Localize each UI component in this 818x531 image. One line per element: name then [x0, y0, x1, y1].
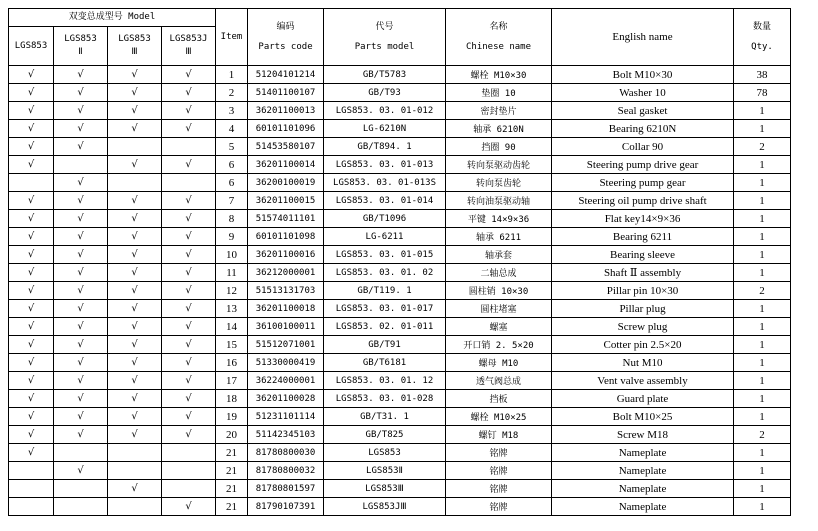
check-cell-lgs853-iii: √	[108, 66, 162, 84]
check-cell-lgs853j-iii: √	[162, 498, 216, 516]
parts-model-cell: LGS853. 03. 01-015	[324, 246, 446, 264]
parts-model-cell: LG-6210N	[324, 120, 446, 138]
item-cell: 15	[216, 336, 248, 354]
check-cell-lgs853j-iii	[162, 480, 216, 498]
check-cell-lgs853-ii: √	[54, 84, 108, 102]
table-row	[9, 300, 791, 318]
parts-code-cell: 51401100107	[248, 84, 324, 102]
chinese-name-cell: 转向泵齿轮	[446, 174, 552, 192]
parts-code-cell: 36201100028	[248, 390, 324, 408]
qty-cell: 2	[734, 138, 791, 156]
qty-cell: 1	[734, 210, 791, 228]
check-cell-lgs853j-iii: √	[162, 66, 216, 84]
chinese-name-cell: 挡圈 90	[446, 138, 552, 156]
item-cell: 21	[216, 498, 248, 516]
qty-cell: 1	[734, 174, 791, 192]
english-name-cell: Bearing 6210N	[552, 120, 734, 138]
table-row	[9, 138, 791, 156]
check-cell-lgs853-iii: √	[108, 372, 162, 390]
check-cell-lgs853-iii	[108, 498, 162, 516]
check-cell-lgs853-ii: √	[54, 138, 108, 156]
check-cell-lgs853j-iii: √	[162, 354, 216, 372]
chinese-name-cell: 开口销 2. 5×20	[446, 336, 552, 354]
qty-cell: 1	[734, 102, 791, 120]
check-cell-lgs853: √	[9, 408, 54, 426]
check-cell-lgs853-iii: √	[108, 156, 162, 174]
chinese-name-cell: 透气阀总成	[446, 372, 552, 390]
parts-code-cell: 36212000001	[248, 264, 324, 282]
check-cell-lgs853-iii: √	[108, 408, 162, 426]
model-header-lgs853-ii: LGS853 Ⅱ	[54, 27, 108, 66]
parts-code-cell: 51231101114	[248, 408, 324, 426]
chinese-name-cell: 转向油泵驱动轴	[446, 192, 552, 210]
check-cell-lgs853: √	[9, 228, 54, 246]
item-cell: 8	[216, 210, 248, 228]
item-cell: 21	[216, 462, 248, 480]
chinese-name-header: 名称 Chinese name	[446, 9, 552, 66]
chinese-name-cell: 垫圈 10	[446, 84, 552, 102]
check-cell-lgs853j-iii: √	[162, 210, 216, 228]
check-cell-lgs853j-iii: √	[162, 282, 216, 300]
item-cell: 21	[216, 480, 248, 498]
check-cell-lgs853-iii	[108, 138, 162, 156]
qty-cell: 1	[734, 354, 791, 372]
qty-cell: 1	[734, 462, 791, 480]
qty-cell: 1	[734, 228, 791, 246]
item-cell: 11	[216, 264, 248, 282]
table-row	[9, 336, 791, 354]
check-cell-lgs853-ii	[54, 480, 108, 498]
parts-code-cell: 81780800030	[248, 444, 324, 462]
item-cell: 1	[216, 66, 248, 84]
item-cell: 7	[216, 192, 248, 210]
check-cell-lgs853j-iii: √	[162, 192, 216, 210]
english-name-cell: Steering pump gear	[552, 174, 734, 192]
table-row	[9, 120, 791, 138]
qty-cell: 1	[734, 498, 791, 516]
check-cell-lgs853: √	[9, 210, 54, 228]
table-row	[9, 192, 791, 210]
check-cell-lgs853-iii	[108, 462, 162, 480]
english-name-cell: Pillar plug	[552, 300, 734, 318]
check-cell-lgs853-iii	[108, 444, 162, 462]
check-cell-lgs853-ii: √	[54, 66, 108, 84]
english-name-cell: Nameplate	[552, 462, 734, 480]
table-row	[9, 264, 791, 282]
check-cell-lgs853: √	[9, 66, 54, 84]
english-name-cell: Screw M18	[552, 426, 734, 444]
check-cell-lgs853-ii: √	[54, 120, 108, 138]
check-cell-lgs853-ii: √	[54, 372, 108, 390]
check-cell-lgs853-iii: √	[108, 228, 162, 246]
check-cell-lgs853-iii: √	[108, 300, 162, 318]
parts-code-cell: 36201100013	[248, 102, 324, 120]
parts-model-cell: GB/T825	[324, 426, 446, 444]
parts-code-cell: 36201100016	[248, 246, 324, 264]
english-name-cell: Bearing sleeve	[552, 246, 734, 264]
check-cell-lgs853: √	[9, 120, 54, 138]
check-cell-lgs853j-iii	[162, 462, 216, 480]
parts-code-cell: 60101101096	[248, 120, 324, 138]
english-name-cell: Guard plate	[552, 390, 734, 408]
chinese-name-cell: 平键 14×9×36	[446, 210, 552, 228]
english-name-cell: Nameplate	[552, 480, 734, 498]
check-cell-lgs853-ii: √	[54, 192, 108, 210]
check-cell-lgs853-ii	[54, 444, 108, 462]
check-cell-lgs853-ii: √	[54, 228, 108, 246]
parts-model-cell: LGS853. 03. 01-012	[324, 102, 446, 120]
chinese-name-cell: 铭牌	[446, 444, 552, 462]
check-cell-lgs853-ii	[54, 156, 108, 174]
check-cell-lgs853: √	[9, 426, 54, 444]
chinese-name-cell: 螺栓 M10×25	[446, 408, 552, 426]
chinese-name-cell: 二轴总成	[446, 264, 552, 282]
parts-code-cell: 51574011101	[248, 210, 324, 228]
check-cell-lgs853: √	[9, 264, 54, 282]
table-row	[9, 228, 791, 246]
parts-code-cell: 36200100019	[248, 174, 324, 192]
check-cell-lgs853-ii: √	[54, 336, 108, 354]
check-cell-lgs853: √	[9, 300, 54, 318]
parts-model-cell: GB/T31. 1	[324, 408, 446, 426]
item-cell: 6	[216, 174, 248, 192]
parts-code-cell: 81780800032	[248, 462, 324, 480]
english-name-header: English name	[552, 9, 734, 66]
qty-header: 数量 Qty.	[734, 9, 791, 66]
check-cell-lgs853j-iii: √	[162, 228, 216, 246]
table-row	[9, 66, 791, 84]
check-cell-lgs853-iii: √	[108, 210, 162, 228]
parts-model-cell: LGS853JⅢ	[324, 498, 446, 516]
english-name-cell: Nameplate	[552, 444, 734, 462]
check-cell-lgs853j-iii: √	[162, 372, 216, 390]
qty-cell: 1	[734, 192, 791, 210]
check-cell-lgs853j-iii: √	[162, 336, 216, 354]
check-cell-lgs853-ii: √	[54, 282, 108, 300]
qty-cell: 1	[734, 408, 791, 426]
check-cell-lgs853j-iii: √	[162, 102, 216, 120]
item-cell: 18	[216, 390, 248, 408]
check-cell-lgs853-ii: √	[54, 426, 108, 444]
item-cell: 10	[216, 246, 248, 264]
check-cell-lgs853j-iii: √	[162, 300, 216, 318]
qty-cell: 1	[734, 246, 791, 264]
table-row	[9, 102, 791, 120]
model-header-lgs853: LGS853	[9, 27, 54, 66]
chinese-name-cell: 圆柱销 10×30	[446, 282, 552, 300]
chinese-name-cell: 转向泵驱动齿轮	[446, 156, 552, 174]
chinese-name-cell: 密封垫片	[446, 102, 552, 120]
check-cell-lgs853j-iii: √	[162, 120, 216, 138]
check-cell-lgs853-iii: √	[108, 264, 162, 282]
check-cell-lgs853-iii: √	[108, 282, 162, 300]
chinese-name-cell: 螺栓 M10×30	[446, 66, 552, 84]
check-cell-lgs853-ii: √	[54, 408, 108, 426]
parts-model-cell: GB/T6181	[324, 354, 446, 372]
english-name-cell: Pillar pin 10×30	[552, 282, 734, 300]
check-cell-lgs853j-iii	[162, 138, 216, 156]
item-cell: 16	[216, 354, 248, 372]
check-cell-lgs853-ii: √	[54, 318, 108, 336]
chinese-name-cell: 螺母 M10	[446, 354, 552, 372]
chinese-name-cell: 圆柱堵塞	[446, 300, 552, 318]
parts-model-cell: GB/T5783	[324, 66, 446, 84]
parts-code-cell: 36201100015	[248, 192, 324, 210]
table-row	[9, 444, 791, 462]
check-cell-lgs853: √	[9, 246, 54, 264]
check-cell-lgs853-iii: √	[108, 120, 162, 138]
qty-cell: 1	[734, 156, 791, 174]
check-cell-lgs853j-iii: √	[162, 426, 216, 444]
check-cell-lgs853-ii: √	[54, 390, 108, 408]
chinese-name-cell: 螺塞	[446, 318, 552, 336]
parts-model-cell: LGS853. 03. 01-014	[324, 192, 446, 210]
check-cell-lgs853	[9, 462, 54, 480]
check-cell-lgs853	[9, 174, 54, 192]
check-cell-lgs853: √	[9, 372, 54, 390]
parts-code-cell: 51512071001	[248, 336, 324, 354]
item-cell: 21	[216, 444, 248, 462]
table-row	[9, 390, 791, 408]
english-name-cell: Bolt M10×25	[552, 408, 734, 426]
parts-model-cell: LGS853. 03. 01. 12	[324, 372, 446, 390]
table-row	[9, 498, 791, 516]
chinese-name-cell: 轴承 6211	[446, 228, 552, 246]
table-row	[9, 318, 791, 336]
table-row	[9, 210, 791, 228]
chinese-name-cell: 铭牌	[446, 498, 552, 516]
qty-cell: 1	[734, 120, 791, 138]
model-group-header: 双变总成型号 Model	[9, 9, 216, 27]
check-cell-lgs853-ii: √	[54, 102, 108, 120]
table-row	[9, 462, 791, 480]
chinese-name-cell: 轴承 6210N	[446, 120, 552, 138]
table-row	[9, 372, 791, 390]
english-name-cell: Bolt M10×30	[552, 66, 734, 84]
qty-cell: 2	[734, 426, 791, 444]
qty-cell: 1	[734, 336, 791, 354]
model-header-lgs853j-iii: LGS853J Ⅲ	[162, 27, 216, 66]
item-cell: 9	[216, 228, 248, 246]
parts-model-cell: LGS853. 03. 01-028	[324, 390, 446, 408]
chinese-name-cell: 螺钉 M18	[446, 426, 552, 444]
parts-model-cell: GB/T93	[324, 84, 446, 102]
check-cell-lgs853: √	[9, 84, 54, 102]
qty-cell: 1	[734, 318, 791, 336]
parts-model-cell: LG-6211	[324, 228, 446, 246]
parts-model-cell: LGS853. 03. 01-013S	[324, 174, 446, 192]
parts-code-cell: 36100100011	[248, 318, 324, 336]
parts-code-cell: 81780801597	[248, 480, 324, 498]
qty-cell: 1	[734, 300, 791, 318]
qty-cell: 38	[734, 66, 791, 84]
check-cell-lgs853-ii: √	[54, 246, 108, 264]
check-cell-lgs853j-iii: √	[162, 84, 216, 102]
check-cell-lgs853-iii: √	[108, 426, 162, 444]
english-name-cell: Flat key14×9×36	[552, 210, 734, 228]
item-header: Item	[216, 9, 248, 66]
parts-model-cell: GB/T119. 1	[324, 282, 446, 300]
check-cell-lgs853-iii: √	[108, 480, 162, 498]
table-row	[9, 174, 791, 192]
table-row	[9, 246, 791, 264]
parts-model-cell: GB/T894. 1	[324, 138, 446, 156]
english-name-cell: Cotter pin 2.5×20	[552, 336, 734, 354]
check-cell-lgs853-ii: √	[54, 264, 108, 282]
check-cell-lgs853-iii: √	[108, 84, 162, 102]
parts-code-cell: 36201100014	[248, 156, 324, 174]
check-cell-lgs853-ii: √	[54, 462, 108, 480]
chinese-name-cell: 挡板	[446, 390, 552, 408]
qty-cell: 1	[734, 444, 791, 462]
table-row	[9, 282, 791, 300]
check-cell-lgs853-ii: √	[54, 300, 108, 318]
parts-model-header: 代号 Parts model	[324, 9, 446, 66]
item-cell: 20	[216, 426, 248, 444]
item-cell: 17	[216, 372, 248, 390]
check-cell-lgs853: √	[9, 192, 54, 210]
item-cell: 3	[216, 102, 248, 120]
english-name-cell: Nut M10	[552, 354, 734, 372]
item-cell: 2	[216, 84, 248, 102]
check-cell-lgs853: √	[9, 336, 54, 354]
english-name-cell: Nameplate	[552, 498, 734, 516]
parts-model-cell: LGS853. 03. 01-017	[324, 300, 446, 318]
qty-cell: 78	[734, 84, 791, 102]
check-cell-lgs853j-iii: √	[162, 390, 216, 408]
model-header-lgs853-iii: LGS853 Ⅲ	[108, 27, 162, 66]
chinese-name-cell: 铭牌	[446, 462, 552, 480]
item-cell: 12	[216, 282, 248, 300]
qty-cell: 1	[734, 480, 791, 498]
check-cell-lgs853: √	[9, 318, 54, 336]
english-name-cell: Shaft Ⅱ assembly	[552, 264, 734, 282]
check-cell-lgs853-iii: √	[108, 354, 162, 372]
english-name-cell: Vent valve assembly	[552, 372, 734, 390]
parts-code-cell: 51142345103	[248, 426, 324, 444]
parts-code-cell: 51204101214	[248, 66, 324, 84]
table-row	[9, 426, 791, 444]
parts-model-cell: GB/T91	[324, 336, 446, 354]
parts-code-cell: 36224000001	[248, 372, 324, 390]
check-cell-lgs853-ii: √	[54, 174, 108, 192]
item-cell: 14	[216, 318, 248, 336]
english-name-cell: Bearing 6211	[552, 228, 734, 246]
parts-model-cell: LGS853. 03. 01-013	[324, 156, 446, 174]
check-cell-lgs853-iii: √	[108, 192, 162, 210]
check-cell-lgs853j-iii	[162, 444, 216, 462]
check-cell-lgs853: √	[9, 390, 54, 408]
check-cell-lgs853-ii: √	[54, 210, 108, 228]
check-cell-lgs853-ii	[54, 498, 108, 516]
check-cell-lgs853j-iii: √	[162, 246, 216, 264]
check-cell-lgs853j-iii: √	[162, 264, 216, 282]
check-cell-lgs853: √	[9, 156, 54, 174]
item-cell: 6	[216, 156, 248, 174]
parts-code-header: 编码 Parts code	[248, 9, 324, 66]
parts-model-cell: LGS853. 02. 01-011	[324, 318, 446, 336]
check-cell-lgs853-iii	[108, 174, 162, 192]
table-row	[9, 84, 791, 102]
english-name-cell: Steering pump drive gear	[552, 156, 734, 174]
table-row	[9, 408, 791, 426]
check-cell-lgs853-iii: √	[108, 102, 162, 120]
check-cell-lgs853j-iii: √	[162, 318, 216, 336]
parts-model-cell: GB/T1096	[324, 210, 446, 228]
qty-cell: 1	[734, 372, 791, 390]
check-cell-lgs853: √	[9, 138, 54, 156]
check-cell-lgs853	[9, 498, 54, 516]
table-row	[9, 480, 791, 498]
check-cell-lgs853j-iii	[162, 174, 216, 192]
parts-table	[8, 8, 791, 516]
qty-cell: 1	[734, 390, 791, 408]
check-cell-lgs853-iii: √	[108, 390, 162, 408]
qty-cell: 1	[734, 264, 791, 282]
english-name-cell: Washer 10	[552, 84, 734, 102]
item-cell: 13	[216, 300, 248, 318]
table-row	[9, 156, 791, 174]
english-name-cell: Collar 90	[552, 138, 734, 156]
check-cell-lgs853: √	[9, 102, 54, 120]
table-row	[9, 354, 791, 372]
parts-model-cell: LGS853Ⅲ	[324, 480, 446, 498]
item-cell: 5	[216, 138, 248, 156]
check-cell-lgs853-iii: √	[108, 336, 162, 354]
english-name-cell: Steering oil pump drive shaft	[552, 192, 734, 210]
english-name-cell: Screw plug	[552, 318, 734, 336]
parts-model-cell: LGS853	[324, 444, 446, 462]
check-cell-lgs853-iii: √	[108, 318, 162, 336]
chinese-name-cell: 铭牌	[446, 480, 552, 498]
parts-model-cell: LGS853Ⅱ	[324, 462, 446, 480]
check-cell-lgs853-ii: √	[54, 354, 108, 372]
parts-code-cell: 36201100018	[248, 300, 324, 318]
chinese-name-cell: 轴承套	[446, 246, 552, 264]
parts-code-cell: 81790107391	[248, 498, 324, 516]
check-cell-lgs853j-iii: √	[162, 156, 216, 174]
parts-code-cell: 51513131703	[248, 282, 324, 300]
parts-model-cell: LGS853. 03. 01. 02	[324, 264, 446, 282]
qty-cell: 2	[734, 282, 791, 300]
check-cell-lgs853: √	[9, 354, 54, 372]
parts-code-cell: 51453580107	[248, 138, 324, 156]
parts-code-cell: 51330000419	[248, 354, 324, 372]
check-cell-lgs853j-iii: √	[162, 408, 216, 426]
check-cell-lgs853: √	[9, 444, 54, 462]
check-cell-lgs853: √	[9, 282, 54, 300]
item-cell: 4	[216, 120, 248, 138]
check-cell-lgs853	[9, 480, 54, 498]
english-name-cell: Seal gasket	[552, 102, 734, 120]
parts-code-cell: 60101101098	[248, 228, 324, 246]
check-cell-lgs853-iii: √	[108, 246, 162, 264]
item-cell: 19	[216, 408, 248, 426]
